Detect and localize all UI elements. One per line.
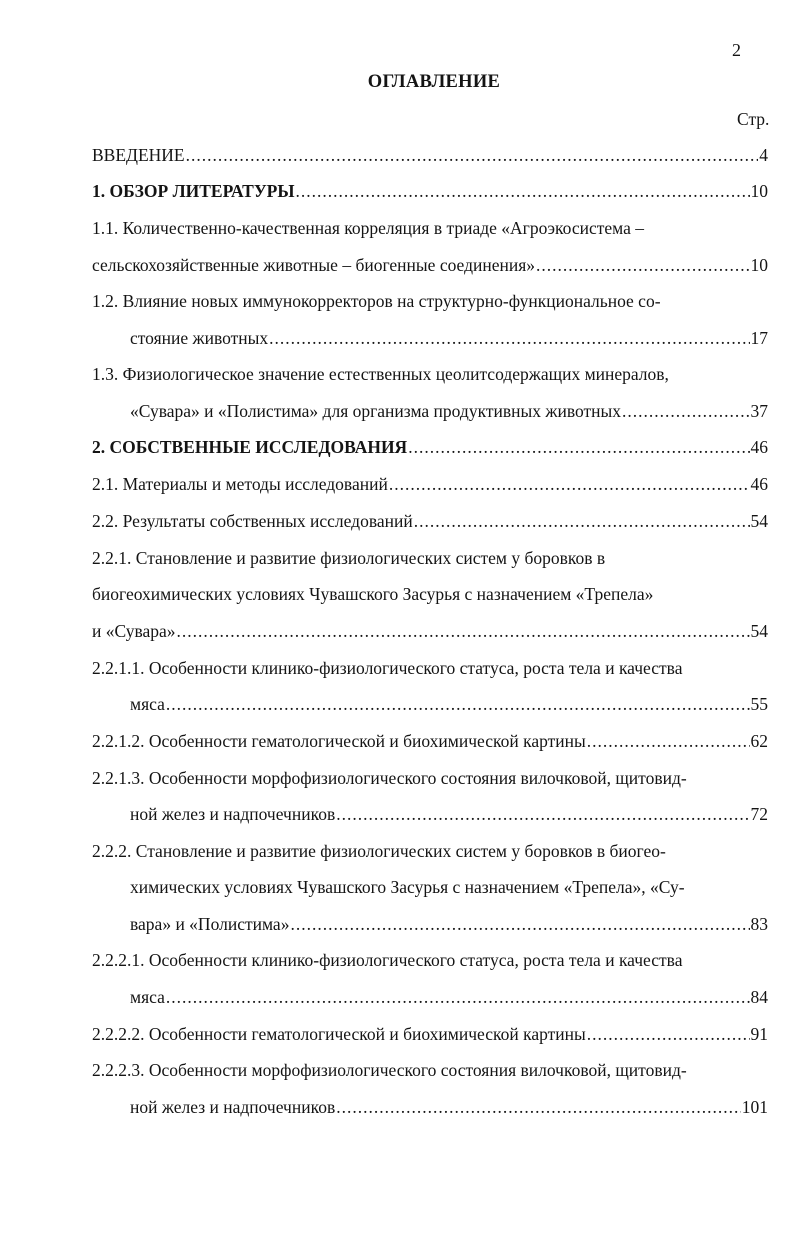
toc-entry-title: ВВЕДЕНИЕ xyxy=(92,145,185,165)
leader-dots xyxy=(336,1094,741,1120)
toc-entry-title: 1. ОБЗОР ЛИТЕРАТУРЫ xyxy=(92,181,295,201)
toc-entry-page: 46 xyxy=(750,474,768,494)
leader-dots xyxy=(389,471,750,497)
leader-dots xyxy=(166,691,750,717)
leader-dots xyxy=(587,728,750,754)
leader-dots xyxy=(296,178,750,204)
leader-dots xyxy=(587,1021,750,1047)
leader-dots xyxy=(536,252,749,278)
toc-entry-page: 54 xyxy=(750,511,768,531)
toc-entry-title: 2.2.2.2. Особенности гематологической и биохимической картины xyxy=(92,1024,586,1044)
toc-entry-title: и «Сувара» xyxy=(92,621,176,641)
leader-dots xyxy=(336,801,749,827)
toc-entry-s2-2-2-line1: 2.2.2. Становление и развитие физиологических систем у боровков в биогео- xyxy=(92,841,666,861)
toc-entry-page: 46 xyxy=(750,437,768,457)
toc-entry-s2 xyxy=(92,434,768,460)
toc-entry-page: 91 xyxy=(750,1024,768,1044)
toc-entry-title: 2.1. Материалы и методы исследований xyxy=(92,474,388,494)
page-column-label: Стр. xyxy=(737,109,770,129)
toc-entry-page: 62 xyxy=(750,731,768,751)
toc-entry-page: 72 xyxy=(750,804,768,824)
toc-entry-s1-2-line1: 1.2. Влияние новых иммунокорректоров на структурно-функциональное со- xyxy=(92,291,661,311)
page-number: 2 xyxy=(732,40,741,60)
toc-entry-s2-2-1 xyxy=(92,618,768,644)
toc-entry-page: 54 xyxy=(750,621,768,641)
toc-entry-s2-2-1-1-line1: 2.2.1.1. Особенности клинико-физиологического статуса, роста тела и качества xyxy=(92,658,683,678)
toc-entry-s2-2-1-line2: биогеохимических условиях Чувашского Засурья с назначением «Трепела» xyxy=(92,584,654,604)
toc-entry-page: 4 xyxy=(759,145,768,165)
leader-dots xyxy=(290,911,749,937)
leader-dots xyxy=(269,325,749,351)
toc-entry-title: 2. СОБСТВЕННЫЕ ИССЛЕДОВАНИЯ xyxy=(92,437,408,457)
toc-entry-title: сельскохозяйственные животные – биогенные соединения» xyxy=(92,255,536,275)
toc-entry-s2-2-1-3-line1: 2.2.1.3. Особенности морфофизиологического состояния вилочковой, щитовид- xyxy=(92,768,687,788)
toc-entry-s2-2-1-3 xyxy=(130,801,768,827)
toc-entry-intro xyxy=(92,142,768,168)
toc-entry-s1-1 xyxy=(92,252,768,278)
toc-entry-page: 37 xyxy=(750,401,768,421)
toc-entry-page: 55 xyxy=(750,694,768,714)
toc-entry-page: 84 xyxy=(750,987,768,1007)
leader-dots xyxy=(408,434,749,460)
toc-entry-title: стояние животных xyxy=(130,328,269,348)
toc-entry-s2-2-1-line1: 2.2.1. Становление и развитие физиологических систем у боровков в xyxy=(92,548,606,568)
toc-entry-title: 2.2. Результаты собственных исследований xyxy=(92,511,413,531)
toc-entry-title: «Сувара» и «Полистима» для организма продуктивных животных xyxy=(130,401,621,421)
toc-entry-s2-2-2 xyxy=(130,911,768,937)
leader-dots xyxy=(166,984,750,1010)
toc-entry-s2-2-2-3 xyxy=(130,1094,768,1120)
toc-entry-title: вара» и «Полистима» xyxy=(130,914,290,934)
leader-dots xyxy=(186,142,759,168)
toc-entry-s2-2 xyxy=(92,508,768,534)
toc-entry-title: мяса xyxy=(130,694,165,714)
leader-dots xyxy=(622,398,750,424)
toc-entry-title: ной желез и надпочечников xyxy=(130,1097,336,1117)
toc-entry-page: 10 xyxy=(750,181,768,201)
toc-entry-s2-2-2-1-line1: 2.2.2.1. Особенности клинико-физиологического статуса, роста тела и качества xyxy=(92,950,683,970)
toc-entry-s2-2-1-1 xyxy=(130,691,768,717)
toc-entry-page: 101 xyxy=(741,1097,768,1117)
toc-entry-title: мяса xyxy=(130,987,165,1007)
toc-entry-s1-3-line1: 1.3. Физиологическое значение естественных цеолитсодержащих минералов, xyxy=(92,364,669,384)
toc-title: ОГЛАВЛЕНИЕ xyxy=(367,72,501,92)
toc-entry-s2-2-2-line2: химических условиях Чувашского Засурья с назначением «Трепела», «Су- xyxy=(130,877,685,897)
toc-entry-s1-2 xyxy=(130,325,768,351)
toc-entry-s1-1-line1: 1.1. Количественно-качественная корреляция в триаде «Агроэкосистема – xyxy=(92,218,645,238)
leader-dots xyxy=(177,618,750,644)
toc-entry-page: 17 xyxy=(750,328,768,348)
toc-entry-s2-2-2-1 xyxy=(130,984,768,1010)
toc-entry-title: ной желез и надпочечников xyxy=(130,804,336,824)
toc-entry-title: 2.2.1.2. Особенности гематологической и биохимической картины xyxy=(92,731,586,751)
toc-entry-s2-1 xyxy=(92,471,768,497)
toc-entry-s2-2-2-3-line1: 2.2.2.3. Особенности морфофизиологического состояния вилочковой, щитовид- xyxy=(92,1060,687,1080)
toc-entry-page: 10 xyxy=(750,255,768,275)
toc-entry-page: 83 xyxy=(750,914,768,934)
toc-entry-s1-3 xyxy=(130,398,768,424)
toc-entry-s1 xyxy=(92,178,768,204)
toc-entry-s2-2-2-2 xyxy=(92,1021,768,1047)
toc-entry-s2-2-1-2 xyxy=(92,728,768,754)
leader-dots xyxy=(414,508,750,534)
